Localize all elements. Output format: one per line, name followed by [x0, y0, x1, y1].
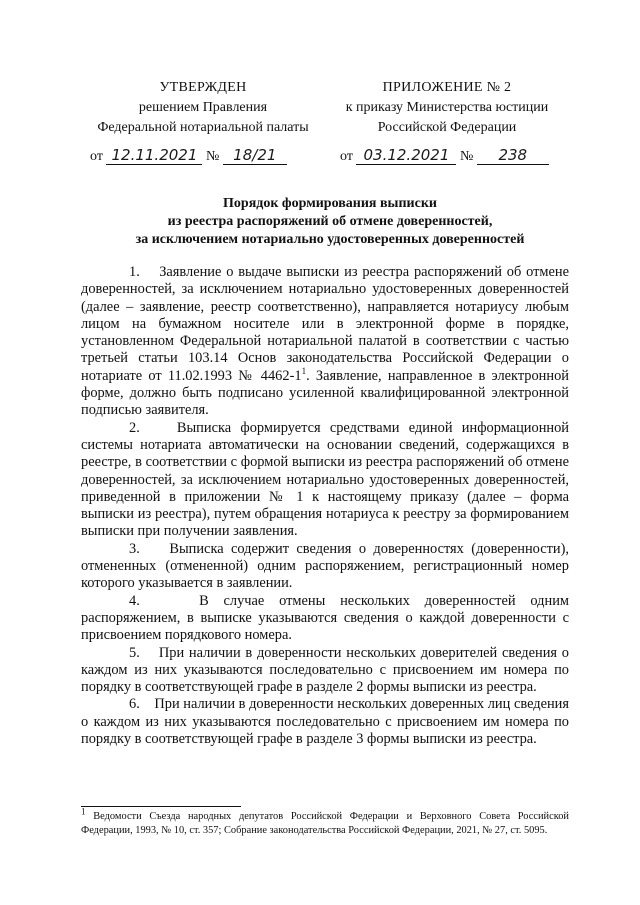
approval-line-3: Федеральной нотариальной палаты — [97, 120, 309, 135]
footnote-marker: 1 — [81, 806, 86, 817]
appendix-date-handwritten: 03.12.2021 — [356, 146, 456, 165]
appendix-line-3: Российской Федерации — [377, 120, 517, 135]
footnote — [81, 806, 569, 837]
document-title — [60, 195, 600, 249]
approval-block — [78, 78, 328, 138]
paragraph-4: 4. В случае отмены нескольких доверенностей одним распоряжением, в выписке указываются сведения о каждой доверенности с присвоением порядкового номера. — [81, 592, 569, 644]
paragraph-5: 5. При наличии в доверенности нескольких доверителей сведения о каждом из них указываются последовательно с присвоением им номера по порядку в соответствующей графе в разделе 2 формы выписки из реестра. — [81, 644, 569, 696]
paragraph-1 — [81, 264, 569, 420]
paragraph-3: 3. Выписка содержит сведения о доверенностях (доверенности), отмененных (отмененной) одним распоряжением, регистрационный номер которого указывается в заявлении. — [81, 540, 569, 592]
appendix-number-handwritten: 238 — [477, 146, 549, 165]
approval-date-line — [90, 146, 287, 165]
approval-line-2: решением Правления — [138, 100, 268, 115]
appendix-title: ПРИЛОЖЕНИЕ № 2 — [382, 80, 512, 95]
paragraph-2: 2. Выписка формируется средствами единой информационной системы нотариата автоматически на основании сведений, содержащихся в реестре, в соответствии с формой выписки из реестра распоряжений об отмене доверенностей, за исключением нотариально удостоверенных доверенностей, приведенной в приложении № 1 к настоящему приказу (далее – форма выписки из реестра), путем обращения нотариуса к реестру за формированием выписки при получении заявления. — [81, 419, 569, 540]
title-line-1: Порядок формирования выписки — [223, 196, 437, 211]
approval-date-handwritten: 12.11.2021 — [106, 146, 202, 165]
footnote-text: Ведомости Съезда народных депутатов Российской Федерации и Верховного Совета Российской Федерации, 1993, № 10, ст. 357; Собрание законодательства Российской Федерации, 2021, № 27, ст. 5095. — [81, 811, 569, 836]
appendix-date-line — [340, 146, 549, 165]
document-body — [81, 264, 569, 748]
paragraph-1-text: 1. Заявление о выдаче выписки из реестра распоряжений об отмене доверенностей, за исключением нотариально удостоверенных доверенностей (далее – заявление, реестр соответственно), направляется нотариусу любым лицом на бумажном носителе или в электронной форме в порядке, установленном Федеральной нотариальной палатой в соответствии с частью третьей статьи 103.14 Основ законодательства Российской Федерации о нотариате от 11.02.1993 № 4462-1 — [81, 264, 569, 384]
approval-number-handwritten: 18/21 — [223, 146, 287, 165]
title-line-3: за исключением нотариально удостоверенных доверенностей — [135, 232, 525, 247]
title-line-2: из реестра распоряжений об отмене доверенностей, — [167, 214, 493, 229]
approval-date-prefix: от — [90, 149, 103, 164]
appendix-line-2: к приказу Министерства юстиции — [345, 100, 549, 115]
appendix-block — [336, 78, 558, 138]
approval-title: УТВЕРЖДЕН — [159, 80, 247, 95]
approval-number-prefix: № — [205, 149, 220, 164]
footnote-divider — [81, 806, 241, 807]
paragraph-6: 6. При наличии в доверенности нескольких доверенных лиц сведения о каждом из них указываются последовательно с присвоением им номера по порядку в соответствующей графе в разделе 3 формы выписки из реестра. — [81, 696, 569, 748]
footnote-ref: 1 — [301, 365, 307, 376]
paragraph-1-text-cont: . Заявление, направленное в электронной форме, должно быть подписано усиленной квалифицированной электронной подписью заявителя. — [81, 367, 569, 419]
appendix-date-prefix: от — [340, 149, 353, 164]
appendix-number-prefix: № — [459, 149, 474, 164]
